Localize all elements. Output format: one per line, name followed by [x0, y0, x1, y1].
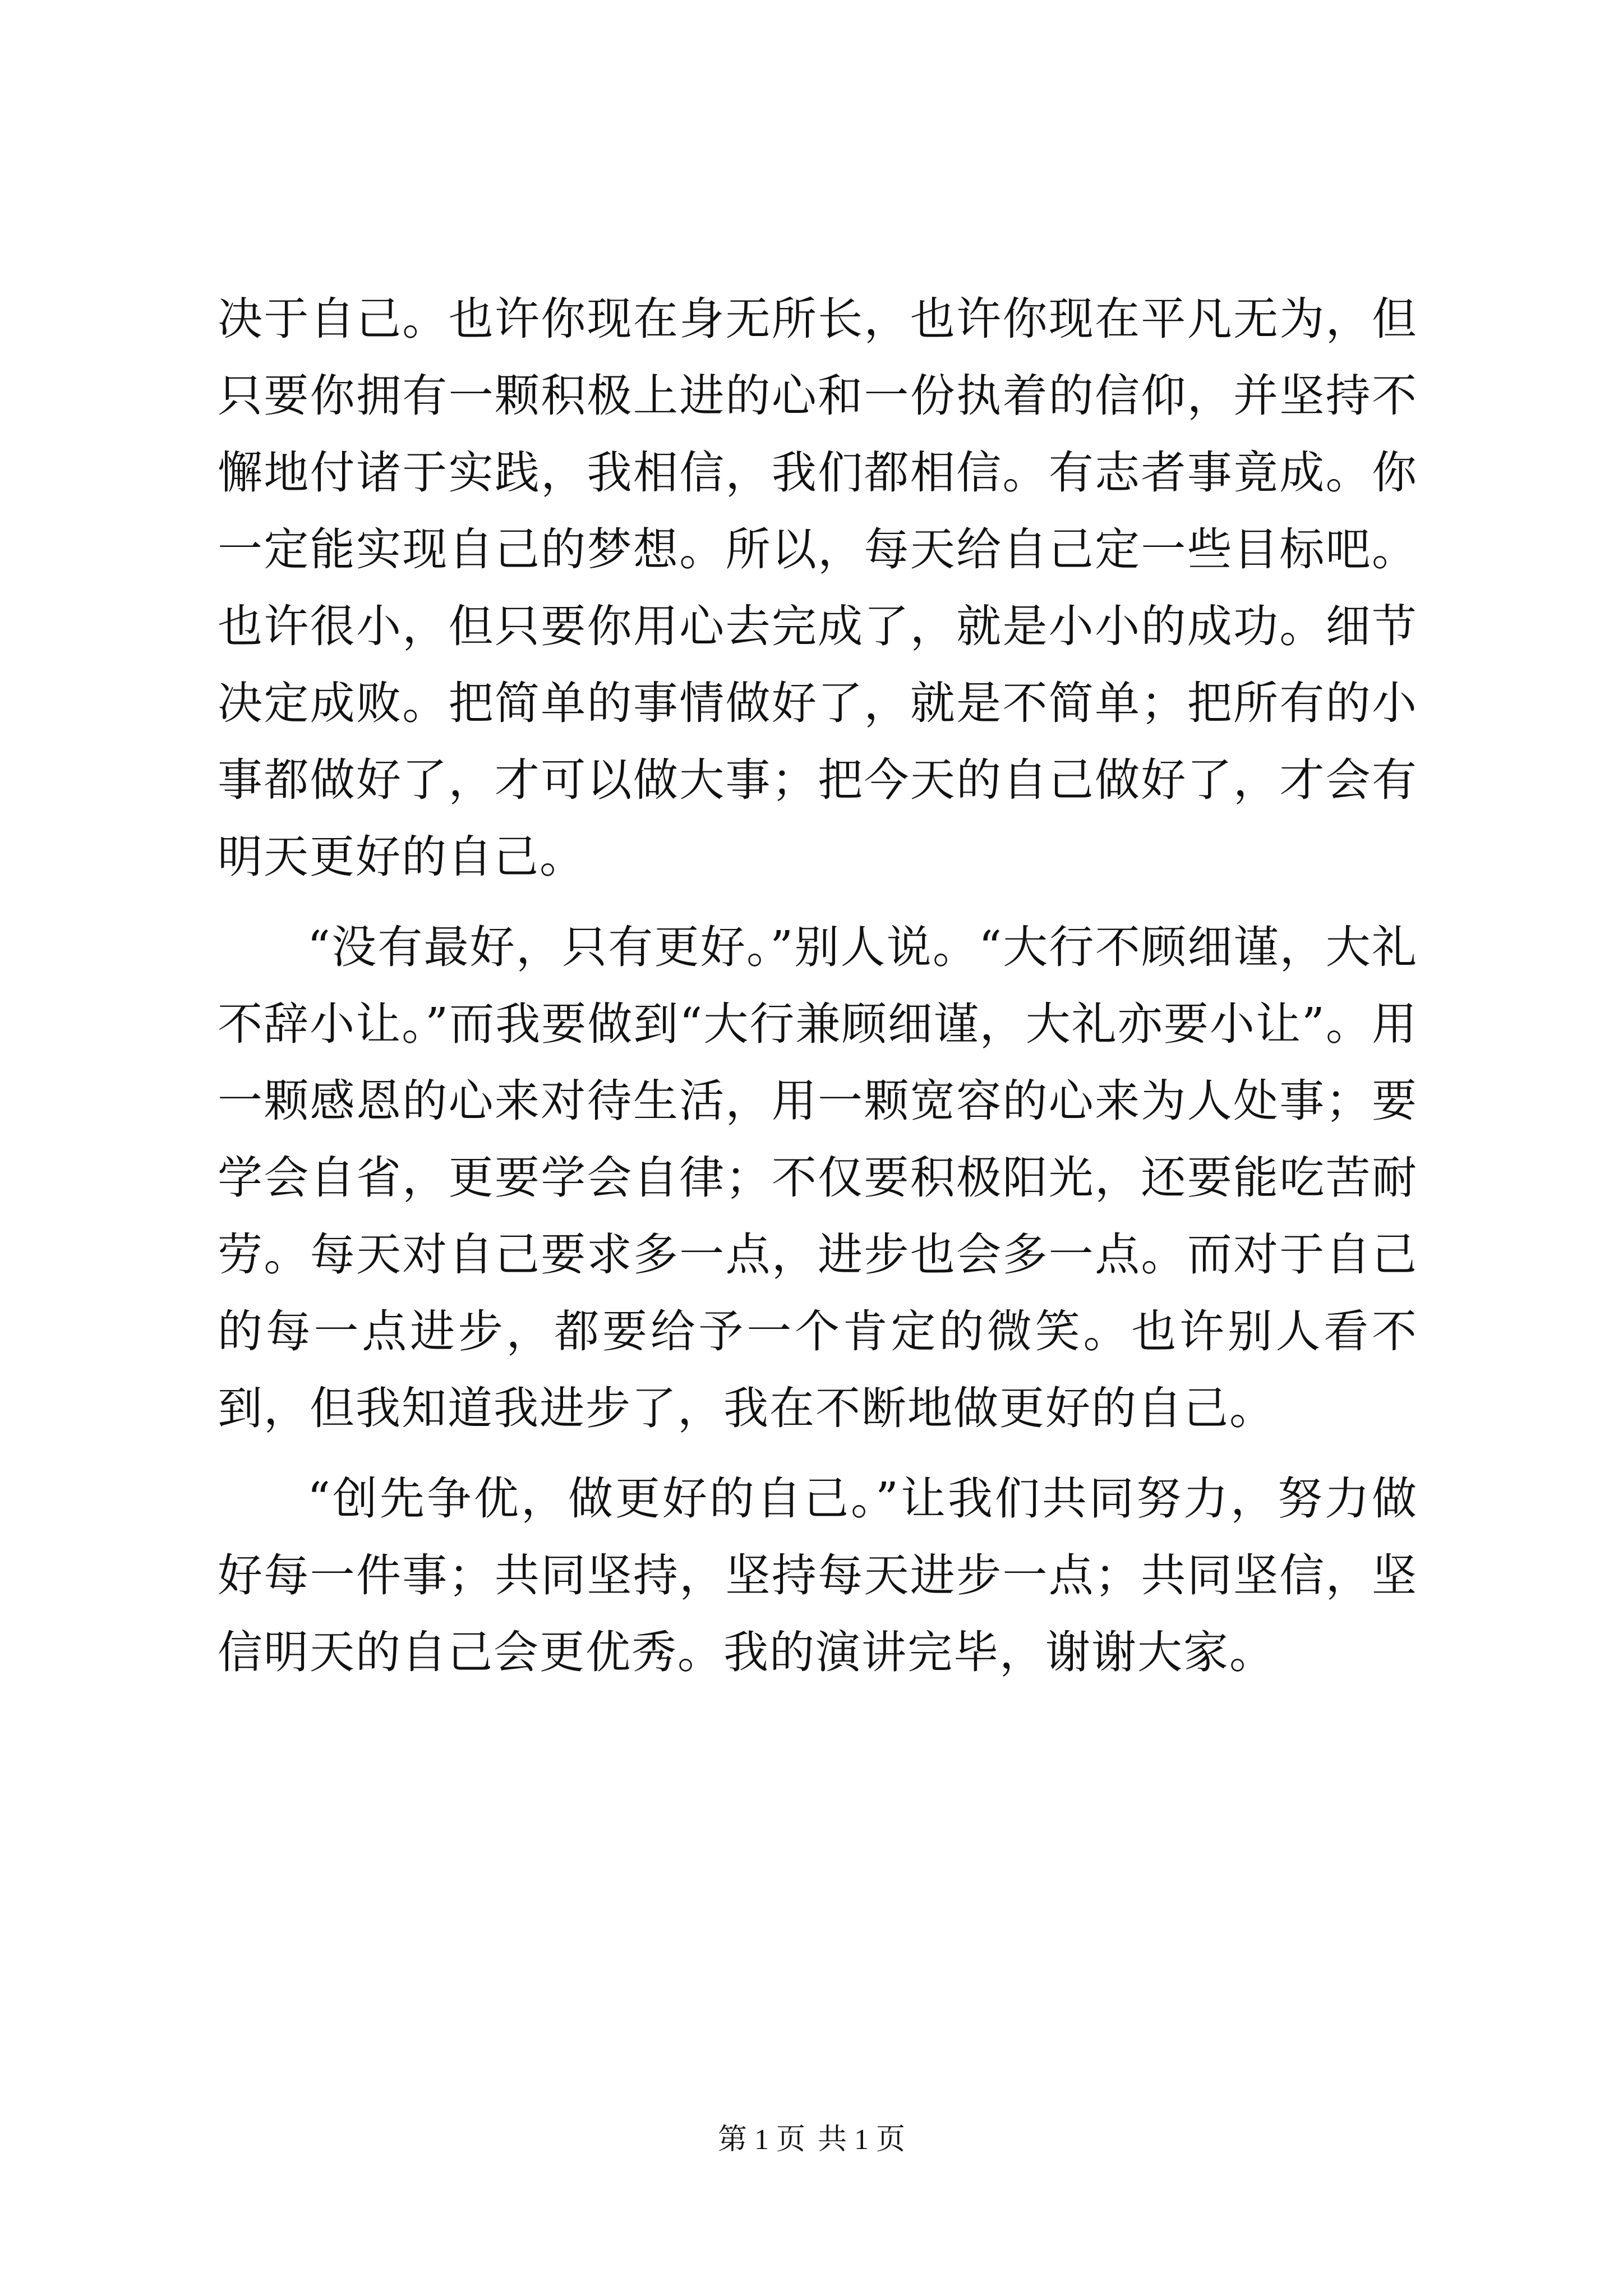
paragraph-3: “创先争优，做更好的自己。”让我们共同努力，努力做好每一件事；共同坚持，坚持每天进步一点；共同坚信，坚信明天的自己会更优秀。我的演讲完毕，谢谢大家。	[218, 1473, 1418, 1678]
page-footer	[0, 2120, 1623, 2160]
paragraph-2: “没有最好，只有更好。”别人说。“大行不顾细谨，大礼不辞小让。”而我要做到“大行兼顾细谨，大礼亦要小让”。用一颗感恩的心来对待生活，用一颗宽容的心来为人处事；要学会自省，更要学会自律；不仅要积极阳光，还要能吃苦耐劳。每天对自己要求多一点，进步也会多一点。而对于自己的每一点进步，都要给予一个肯定的微笑。也许别人看不到，但我知道我进步了，我在不断地做更好的自己。	[218, 921, 1418, 1434]
page-number: 第 1 页	[717, 2124, 805, 2156]
paragraph-1: 决于自己。也许你现在身无所长，也许你现在平凡无为，但只要你拥有一颗积极上进的心和一份执着的信仰，并坚持不懈地付诸于实践，我相信，我们都相信。有志者事竟成。你一定能实现自己的梦想。所以，每天给自己定一些目标吧。也许很小，但只要你用心去完成了，就是小小的成功。细节决定成败。把简单的事情做好了，就是不简单；把所有的小事都做好了，才可以做大事；把今天的自己做好了，才会有明天更好的自己。	[218, 293, 1418, 883]
page-total: 共 1 页	[818, 2124, 906, 2156]
document-body	[218, 280, 1418, 1691]
